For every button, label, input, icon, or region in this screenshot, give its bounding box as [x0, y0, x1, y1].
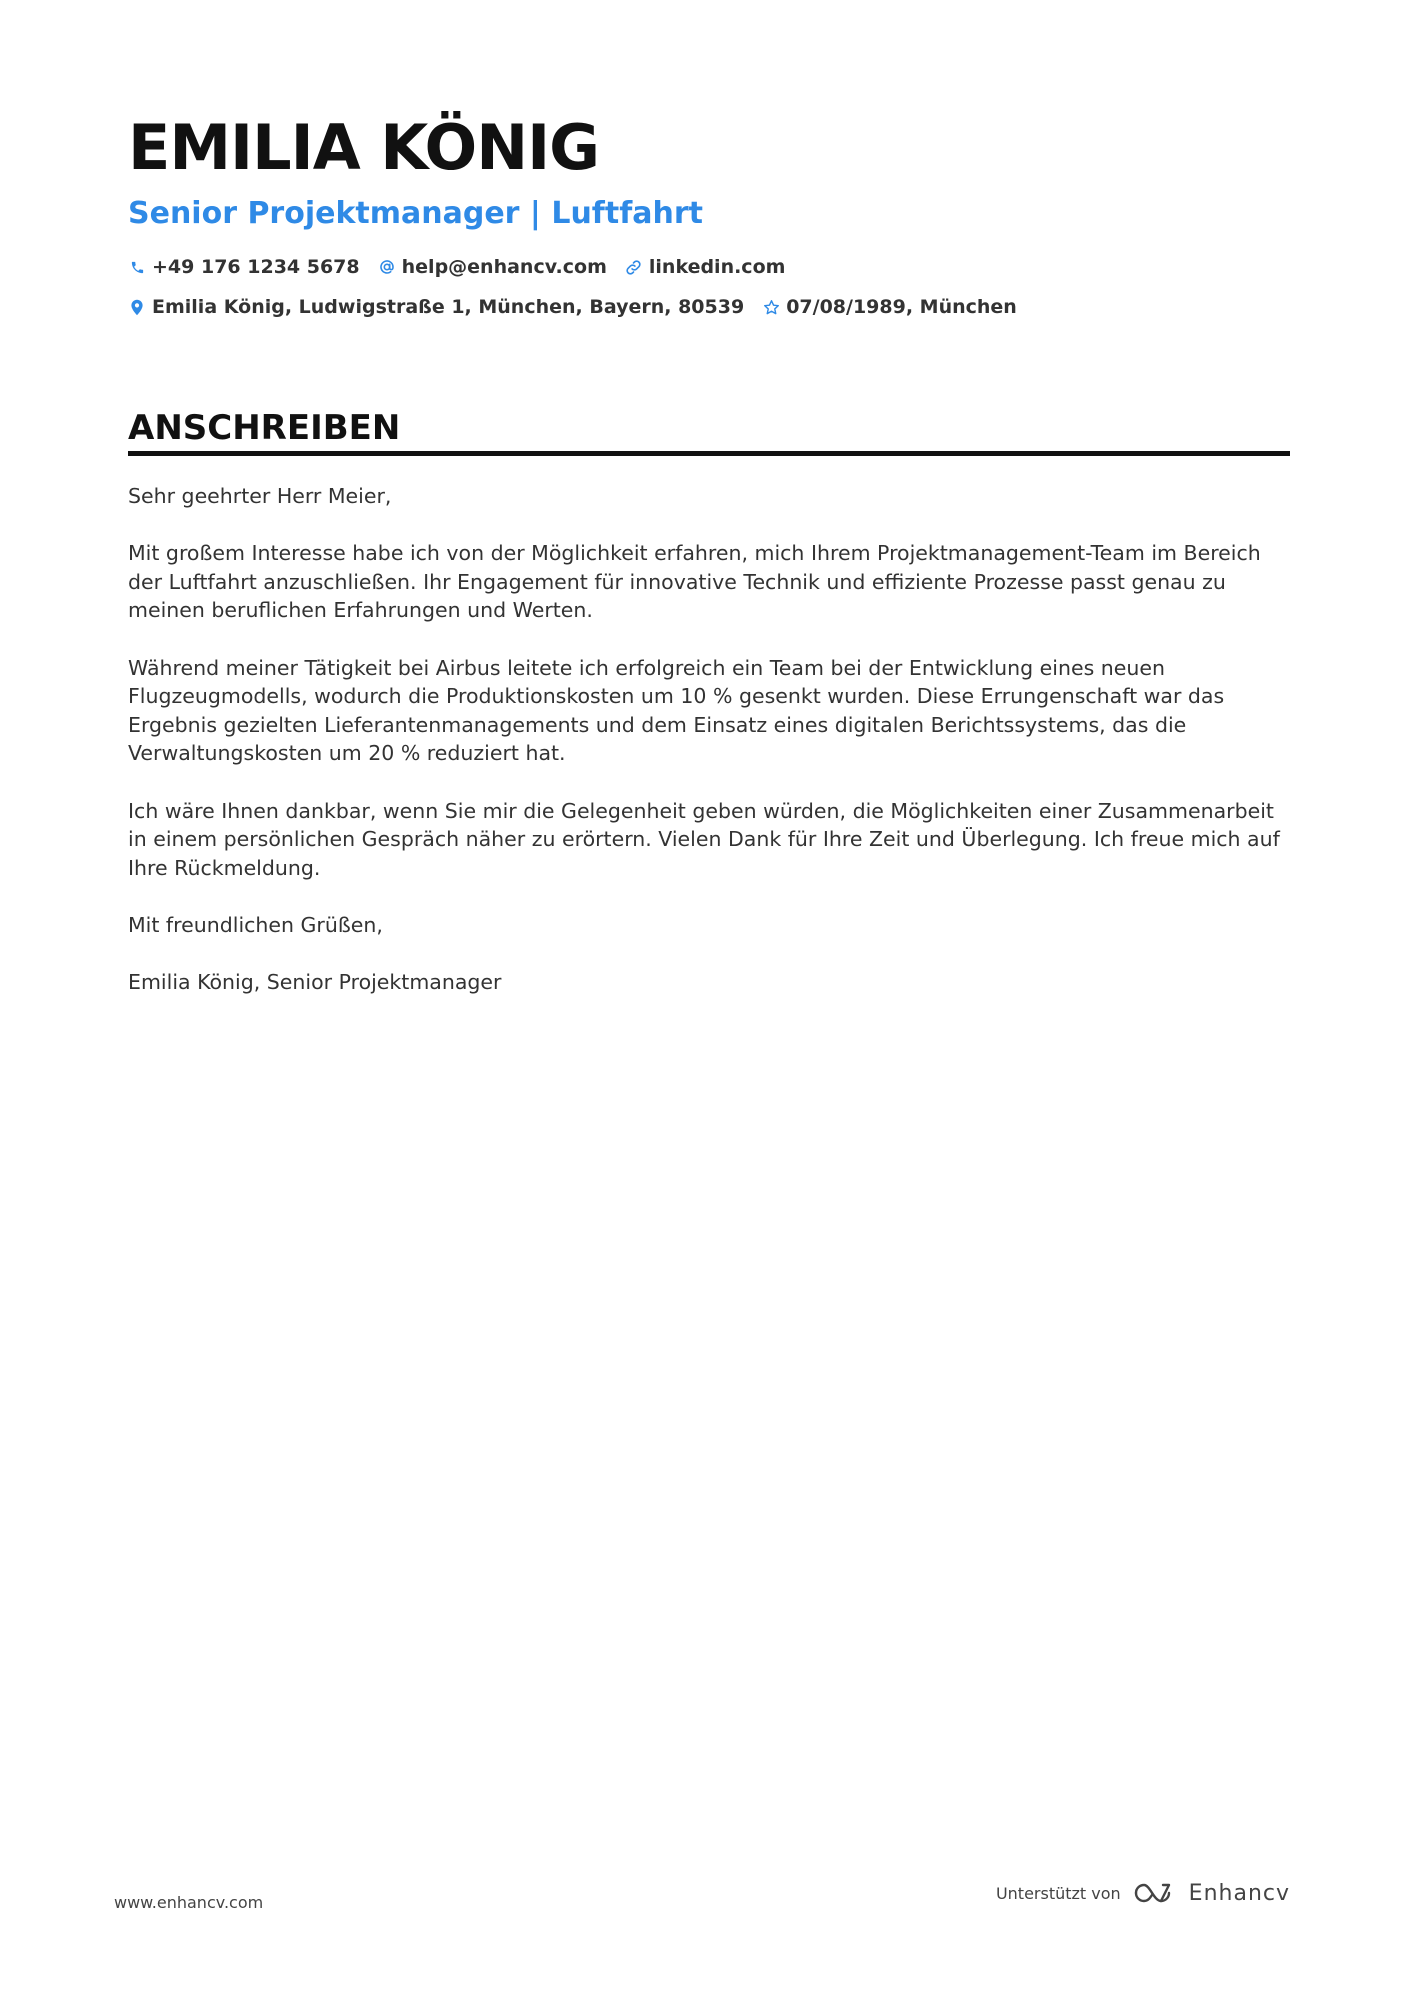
enhancv-logo-icon[interactable]: [1133, 1880, 1290, 1906]
contact-phone: [128, 256, 360, 278]
letter-body: [128, 482, 1290, 997]
footer-branding: [996, 1880, 1290, 1906]
salutation: Sehr geehrter Herr Meier,: [128, 484, 392, 508]
cover-letter-section: [128, 405, 1290, 1025]
contact-email[interactable]: [378, 256, 607, 278]
closing: Mit freundlichen Grüßen,: [128, 912, 383, 937]
linkedin-link[interactable]: linkedin.com: [648, 256, 786, 278]
location-pin-icon: [128, 298, 146, 316]
at-icon: [378, 258, 396, 276]
job-title: Senior Projektmanager | Luftfahrt: [128, 196, 703, 231]
link-icon: [625, 258, 643, 276]
email-address[interactable]: help@enhancv.com: [401, 256, 607, 278]
brand-name: Enhancv: [1188, 1880, 1290, 1906]
contact-birth: [762, 296, 1017, 318]
birth-info: 07/08/1989, München: [786, 296, 1017, 318]
contact-address: [128, 296, 744, 318]
contact-row-1: [128, 252, 1288, 282]
letter-paragraph: Ich wäre Ihnen dankbar, wenn Sie mir die Gelegenheit geben würden, die Möglichkeiten einer Zusammenarbeit in einem persönlichen Gespräch näher zu erörtern. Vielen Dank für Ihre Zeit und Überlegung. Ich freue mich auf Ihre Rückmeldung.: [128, 798, 1280, 880]
phone-icon: [128, 258, 146, 276]
header: [128, 110, 1288, 322]
star-icon: [762, 298, 780, 316]
letter-paragraph: Mit großem Interesse habe ich von der Möglichkeit erfahren, mich Ihrem Projektmanagement-Team im Bereich der Luftfahrt anzuschließen. Ihr Engagement für innovative Technik und effiziente Prozesse passt genau zu meinen beruflichen Erfahrungen und Werten.: [128, 541, 1261, 623]
letter-paragraph: Während meiner Tätigkeit bei Airbus leitete ich erfolgreich ein Team bei der Entwicklung eines neuen Flugzeugmodells, wodurch die Produktionskosten um 10 % gesenkt wurden. Diese Errungenschaft war das Ergebnis gezielten Lieferantenmanagements und dem Einsatz eines digitalen Berichtssystems, das die Verwaltungskosten um 20 % reduziert hat.: [128, 655, 1225, 766]
section-title: ANSCHREIBEN: [128, 408, 401, 448]
contact-row-2: [128, 292, 1288, 322]
phone-number: +49 176 1234 5678: [152, 256, 360, 278]
contact-linkedin[interactable]: [625, 256, 786, 278]
footer-website[interactable]: www.enhancv.com: [114, 1893, 264, 1912]
applicant-name: EMILIA KÖNIG: [128, 111, 600, 184]
address: Emilia König, Ludwigstraße 1, München, Bayern, 80539: [152, 296, 745, 318]
signature: Emilia König, Senior Projektmanager: [128, 970, 502, 995]
section-divider: [128, 451, 1290, 456]
powered-by-label: Unterstützt von: [995, 1883, 1121, 1903]
